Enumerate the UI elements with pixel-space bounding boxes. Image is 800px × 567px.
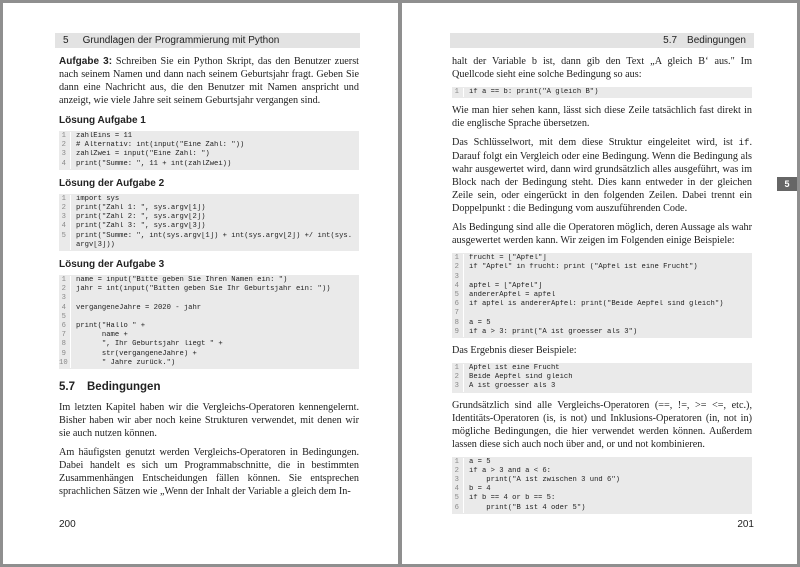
code-line — [59, 222, 359, 231]
code-line — [59, 313, 359, 322]
line-number: 1 — [452, 458, 464, 467]
code-line — [59, 350, 359, 359]
line-number: 3 — [59, 213, 71, 222]
code-block-and-or — [452, 457, 752, 514]
line-number: 1 — [59, 132, 71, 141]
code-line — [452, 476, 752, 485]
code-text — [76, 313, 80, 322]
code-line — [59, 141, 359, 150]
code-text: if "Apfel" in frucht: print ("Apfel ist eine Frucht") — [469, 263, 698, 272]
code-line — [452, 458, 752, 467]
code-block-output — [452, 363, 752, 393]
code-line — [59, 340, 359, 349]
code-line — [59, 204, 359, 213]
code-text: name = input("Bitte geben Sie Ihren Namen ein: ") — [76, 276, 288, 285]
code-text: ", Ihr Geburtsjahr liegt " + — [76, 340, 223, 349]
code-block-examples — [452, 253, 752, 338]
code-text: str(vergangeneJahre) + — [76, 349, 197, 358]
line-number: 4 — [452, 282, 464, 291]
line-number: 6 — [452, 300, 464, 309]
line-number: 2 — [59, 141, 71, 150]
code-text: a = 5 — [469, 318, 491, 327]
code-line — [59, 132, 359, 141]
keyword-text-a: Das Schlüsselwort, mit dem diese Struktur eingeleitet wird, ist — [452, 137, 739, 149]
line-number: 10 — [59, 359, 71, 368]
code-line — [59, 322, 359, 331]
line-number: 9 — [59, 350, 71, 359]
code-text: if b == 4 or b == 5: — [469, 494, 556, 503]
code-text: Beide Aepfel sind gleich — [469, 373, 573, 382]
paragraph-continuation: halt der Variable b ist, dann gib den Text „A gleich B‘ aus." Im Quellcode sieht eine solche Bedingung so aus: — [452, 56, 752, 80]
line-number: 7 — [452, 309, 464, 318]
code-line — [59, 195, 359, 204]
keyword-if: if — [738, 138, 750, 149]
code-text: A ist groesser als 3 — [469, 382, 556, 391]
line-number: 3 — [452, 382, 464, 391]
code-text: vergangeneJahre = 2020 - jahr — [76, 303, 202, 312]
code-text: if a > 3 and a < 6: — [469, 466, 551, 475]
solution1-heading: Lösung Aufgabe 1 — [59, 115, 146, 126]
code-text: print("B ist 4 oder 5") — [469, 503, 586, 512]
line-number: 2 — [59, 285, 71, 294]
chapter-thumb-tab: 5 — [777, 177, 797, 191]
line-number: 4 — [59, 304, 71, 313]
line-number: 3 — [59, 150, 71, 159]
line-number — [59, 241, 71, 250]
code-text: name + — [76, 331, 128, 340]
code-line — [452, 494, 752, 503]
paragraph-intro: Im letzten Kapitel haben wir die Vergleichs-Operatoren kennengelernt. Bisher haben wir aber noch keine Strukturen verwendet, mit denen wir sie auch nutzen können. — [59, 402, 359, 440]
left-page — [3, 3, 398, 564]
paragraph-operators: Als Bedingung sind alle die Operatoren möglich, deren Aussage als wahr ausgewertet werden kann. Wir zeigen im Folgenden einige Beispiele: — [452, 222, 752, 247]
line-number: 3 — [452, 476, 464, 485]
solution2-heading: Lösung der Aufgabe 2 — [59, 177, 165, 189]
code-block-if-example — [452, 87, 752, 98]
line-number: 8 — [59, 340, 71, 349]
line-number: 5 — [59, 313, 71, 322]
page-number: 201 — [737, 519, 754, 530]
code-text: b = 4 — [469, 485, 491, 494]
code-block-solution3 — [59, 275, 359, 369]
line-number: 2 — [59, 204, 71, 213]
keyword-text-b: . Darauf folgt ein Vergleich oder eine Bedingung. Wenn die Bedingung als wahr ausgewertet wird, dann wird grundsätzlich alles ausgeführt, was im Block nach der Bedingung steht. Dies kann entweder in der gleichen Zeile sein, oder eingerückt in den folgenden Zeilen. Dabei trennt ein Doppelpunkt : die Bedingung vom auszuführenden Code. — [452, 137, 752, 215]
line-number: 1 — [452, 254, 464, 263]
code-line — [452, 328, 752, 337]
paragraph-translation: Wie man hier sehen kann, lässt sich diese Zeile tatsächlich fast direkt in die englische Sprache übersetzen. — [452, 105, 752, 130]
running-header — [55, 33, 360, 48]
page-number: 200 — [59, 519, 76, 530]
paragraph-keyword — [452, 136, 752, 215]
code-line — [452, 254, 752, 263]
code-text: print("Summe: ", 11 + int(zahlZwei)) — [76, 159, 232, 168]
code-line — [452, 273, 752, 282]
code-text: zahlEins = 11 — [76, 132, 133, 140]
code-line — [452, 263, 752, 272]
section-number: 5.7 — [59, 381, 75, 394]
code-line — [59, 276, 359, 285]
header-chapter-title: Grundlagen der Programmierung mit Python — [82, 35, 280, 46]
code-text: if apfel is andererApfel: print("Beide Aepfel sind gleich") — [469, 300, 724, 309]
line-number: 1 — [59, 276, 71, 285]
line-number: 5 — [59, 232, 71, 241]
task-label: Aufgabe 3: — [59, 56, 113, 67]
task-paragraph — [59, 55, 359, 107]
left-column — [59, 55, 359, 504]
line-number: 1 — [452, 364, 464, 373]
code-line — [59, 232, 359, 241]
section-heading — [59, 381, 359, 394]
running-header — [450, 33, 754, 48]
paragraph-result: Das Ergebnis dieser Beispiele: — [452, 345, 577, 357]
code-text: print("Hallo " + — [76, 322, 146, 331]
code-text: print("A ist zwischen 3 und 6") — [469, 476, 620, 485]
line-number: 3 — [452, 273, 464, 282]
code-text: print("Summe: ", int(sys.argv[1]) + int(sys.argv[2]) +/ int(sys. — [76, 231, 353, 240]
header-section-number: 5.7 — [663, 35, 678, 46]
code-text — [469, 273, 473, 282]
paragraph-conditions: Am häufigsten genutzt werden Vergleichs-Operatoren in Bedingungen. Dabei handelt es sich um Programmabschnitte, die in bestimmten Zusammenhängen Entscheidungen fällen können. Sie entsprechen sprachlichen Sätzen wie „Wenn der Inhalt der Variable a gleich dem In- — [59, 447, 359, 498]
line-number: 6 — [59, 322, 71, 331]
code-text: import sys — [76, 194, 120, 203]
code-line — [452, 300, 752, 309]
line-number: 2 — [452, 373, 464, 382]
code-line — [59, 294, 359, 303]
line-number: 9 — [452, 328, 464, 337]
code-line — [452, 382, 752, 391]
line-number: 5 — [452, 494, 464, 503]
code-text: jahr = int(input("Bitten geben Sie Ihr Geburtsjahr ein: ")) — [76, 285, 331, 294]
line-number: 7 — [59, 331, 71, 340]
code-line — [452, 291, 752, 300]
code-text: print("Zahl 1: ", sys.argv[1]) — [76, 204, 206, 213]
code-block-solution2 — [59, 194, 359, 251]
code-text: andererApfel = apfel — [469, 291, 556, 300]
code-line — [59, 160, 359, 169]
code-text: if a == b: print("A gleich B") — [469, 88, 599, 96]
line-number: 2 — [452, 263, 464, 272]
line-number: 8 — [452, 319, 464, 328]
line-number: 1 — [452, 88, 464, 97]
code-text — [469, 309, 473, 318]
code-line — [59, 359, 359, 368]
task-text: Schreiben Sie ein Python Skript, das den Benutzer zuerst nach seinem Namen und dann nach seinem Geburtsjahr fragt. Geben Sie dann eine Nachricht aus, die den Benutzer mit Namen anspricht und anzeigt, wie viele Jahre seit seinem Geburtsjahr vergangen sind. — [59, 56, 359, 106]
code-text: print("Zahl 3: ", sys.argv[3]) — [76, 222, 206, 231]
section-title: Bedingungen — [87, 381, 161, 394]
solution3-heading: Lösung der Aufgabe 3 — [59, 259, 165, 271]
code-line — [452, 504, 752, 513]
code-text: if a > 3: print("A ist groesser als 3") — [469, 327, 638, 336]
code-text: " Jahre zurück.") — [76, 358, 176, 367]
code-line — [452, 467, 752, 476]
right-column — [452, 55, 752, 520]
code-line — [452, 282, 752, 291]
line-number: 4 — [59, 160, 71, 169]
code-text — [76, 294, 80, 303]
header-chapter-number: 5 — [63, 35, 69, 46]
code-line — [452, 319, 752, 328]
code-block-solution1 — [59, 131, 359, 170]
line-number: 4 — [452, 485, 464, 494]
header-section-title: Bedingungen — [687, 35, 746, 46]
code-line — [452, 88, 752, 97]
code-line — [59, 150, 359, 159]
line-number: 6 — [452, 504, 464, 513]
code-text: apfel = ["Apfel"] — [469, 281, 543, 290]
code-line — [452, 485, 752, 494]
line-number: 3 — [59, 294, 71, 303]
code-text: print("Zahl 2: ", sys.argv[2]) — [76, 213, 206, 222]
code-text: frucht = ["Apfel"] — [469, 254, 547, 263]
code-line — [59, 285, 359, 294]
paragraph-combined: Grundsätzlich sind alle Vergleichs-Operatoren (==, !=, >= <=, etc.), Identitäts-Operatoren (is, is not) und Inklusions-Operatoren (in, not in) mögliche Bedingungen, die hier verwendet werden können. Außerdem lassen diese sich auch noch über and, or und not kombinieren. — [452, 399, 752, 450]
code-text: a = 5 — [469, 457, 491, 466]
code-text: zahlZwei = input("Eine Zahl: ") — [76, 150, 210, 159]
line-number: 1 — [59, 195, 71, 204]
code-text: Apfel ist eine Frucht — [469, 364, 560, 373]
line-number: 2 — [452, 467, 464, 476]
line-number: 5 — [452, 291, 464, 300]
code-text: # Alternativ: int(input("Eine Zahl: ")) — [76, 141, 245, 150]
code-line — [59, 241, 359, 250]
code-line — [452, 364, 752, 373]
line-number: 4 — [59, 222, 71, 231]
code-line — [59, 304, 359, 313]
code-line — [452, 373, 752, 382]
right-page — [402, 3, 797, 564]
code-text: argv[3])) — [76, 240, 115, 249]
code-line — [59, 331, 359, 340]
code-line — [59, 213, 359, 222]
code-line — [452, 309, 752, 318]
